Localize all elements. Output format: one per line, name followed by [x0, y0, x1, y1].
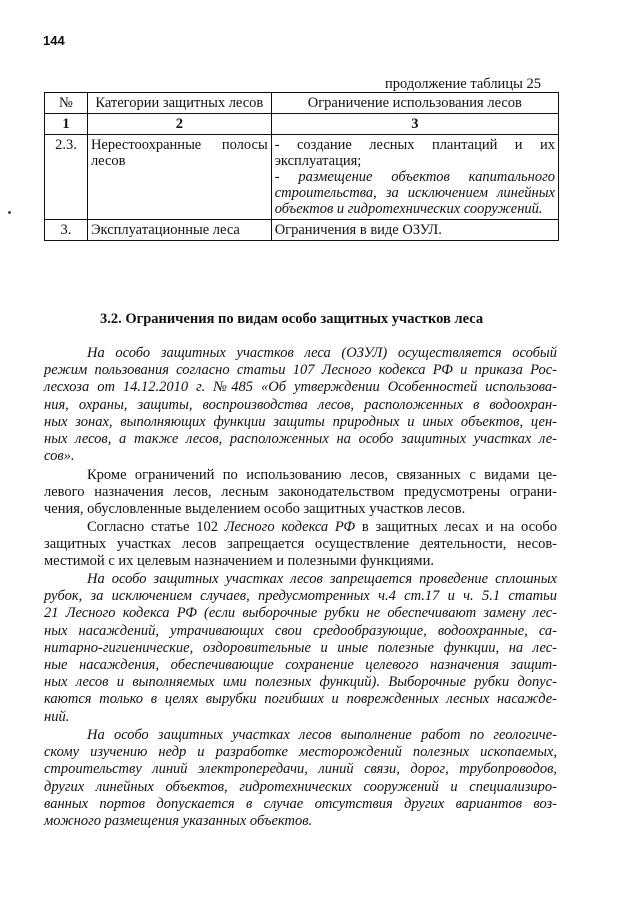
table-header-row — [45, 93, 559, 114]
paragraph-line: рубок, за исключением случаев, предусмотренных ч.4 ст.17 и ч. 5.1 статьи — [44, 588, 557, 605]
paragraph-line: защитных участках лесов запрещается осуществление деятельности, несов- — [44, 536, 557, 553]
paragraph-line: На особо защитных участков леса (ОЗУЛ) осуществляется особый — [87, 345, 557, 361]
table-numbering-row — [45, 114, 559, 135]
paragraph-line: ные насаждения, обеспечивающие сохранение целевого назначения защит- — [44, 657, 557, 674]
paragraph-line: местимой с их целевым назначением и полезными функциями. — [44, 553, 434, 570]
paragraph-line: чения, обусловленные выделением особо защитных участков лесов. — [44, 501, 466, 518]
column-number-2: 2 — [87, 114, 271, 135]
row-category: Эксплуатационные леса — [87, 220, 271, 241]
paragraph-article-102 — [44, 519, 557, 571]
table-row — [45, 220, 559, 241]
paragraph-line: На особо защитных участках лесов выполнение работ по геологиче- — [87, 727, 557, 743]
paragraph-line: строительству линий электропередачи, линий связи, дорог, трубопроводов, — [44, 761, 557, 778]
text-run: Согласно статье 102 — [87, 519, 225, 535]
paragraph-line: ний. — [44, 708, 70, 725]
row-number: 2.3. — [45, 135, 88, 220]
restriction-item: - создание лесных плантаций и их эксплуатация; — [274, 137, 555, 169]
paragraph-line: 21 Лесного кодекса РФ (если выборочные рубки не обеспечивают замену лес- — [44, 605, 557, 622]
paragraph-geology-works — [44, 727, 557, 830]
table-row — [45, 135, 559, 220]
paragraph-line: режим пользования согласно статьи 107 Лесного кодекса РФ и приказа Рос- — [44, 362, 557, 379]
paragraph-line: ных насаждений, утрачивающих свои средообразующие, водоохранные, са- — [44, 622, 557, 639]
header-restriction: Ограничение использования лесов — [271, 93, 558, 114]
section-heading: 3.2. Ограничения по видам особо защитных участков леса — [100, 311, 484, 327]
paragraph-line: Кроме ограничений по использованию лесов, связанных с видами це- — [87, 467, 557, 483]
paragraph-line — [87, 519, 557, 536]
row-restriction — [271, 135, 558, 220]
paragraph-clear-cutting — [44, 571, 557, 726]
restriction-item: - размещение объектов капитального строительства, за исключением линейных объектов и гидротехнических сооружений. — [274, 169, 555, 217]
row-category: Нерестоохранные полосы лесов — [87, 135, 271, 220]
paragraph-line: нитарно-гигиенические, оздоровительные и иные полезные функции, на лес- — [44, 639, 557, 656]
column-number-1: 1 — [45, 114, 88, 135]
paragraph-ozul-regime — [44, 345, 557, 465]
paragraph-line: можного размещения указанных объектов. — [44, 813, 313, 830]
paragraph-line: ных лесов и выполняемых ими полезных функций). Выборочные рубки допус- — [44, 674, 557, 691]
page-number: 144 — [43, 33, 65, 48]
paragraph-line: левого назначения лесов, лесным законодательством предусмотрены ограни- — [44, 484, 557, 501]
paragraph-line: каются только в целях вырубки погибших и поврежденных лесных насажде- — [44, 691, 557, 708]
paragraph-line: других линейных объектов, гидротехнических сооружений и специализиро- — [44, 778, 557, 795]
paragraph-line: скому изучению недр и разработке месторождений полезных ископаемых, — [44, 744, 557, 761]
paragraph-line: сов». — [44, 448, 75, 465]
paragraph-line: На особо защитных участках лесов запрещается проведение сплошных — [87, 571, 557, 587]
paragraph-line: ных зонах, выполняющих функции защиты природных и иных объектов, цен- — [44, 413, 557, 430]
paragraph-line: лесхоза от 14.12.2010 г. №485 «Об утверждении Особенностей использова- — [44, 379, 557, 396]
paragraph-other-restrictions — [44, 467, 557, 519]
table-caption: продолжение таблицы 25 — [385, 76, 541, 92]
header-category: Категории защитных лесов — [87, 93, 271, 114]
restrictions-table — [44, 92, 559, 241]
header-number: № — [45, 93, 88, 114]
paragraph-line: ванных портов допускается в случае отсутствия других вариантов воз- — [44, 795, 557, 812]
row-number: 3. — [45, 220, 88, 241]
text-run: Лесного кодекса РФ — [224, 519, 356, 535]
scan-speck — [8, 211, 11, 214]
text-run: в защитных лесах и на особо — [355, 519, 557, 535]
paragraph-line: ния, охраны, защиты, воспроизводства лесов, расположенных в водоохран- — [44, 396, 557, 413]
row-restriction: Ограничения в виде ОЗУЛ. — [271, 220, 558, 241]
paragraph-line: ных лесов, а также лесов, расположенных на особо защитных участках ле- — [44, 431, 557, 448]
column-number-3: 3 — [271, 114, 558, 135]
